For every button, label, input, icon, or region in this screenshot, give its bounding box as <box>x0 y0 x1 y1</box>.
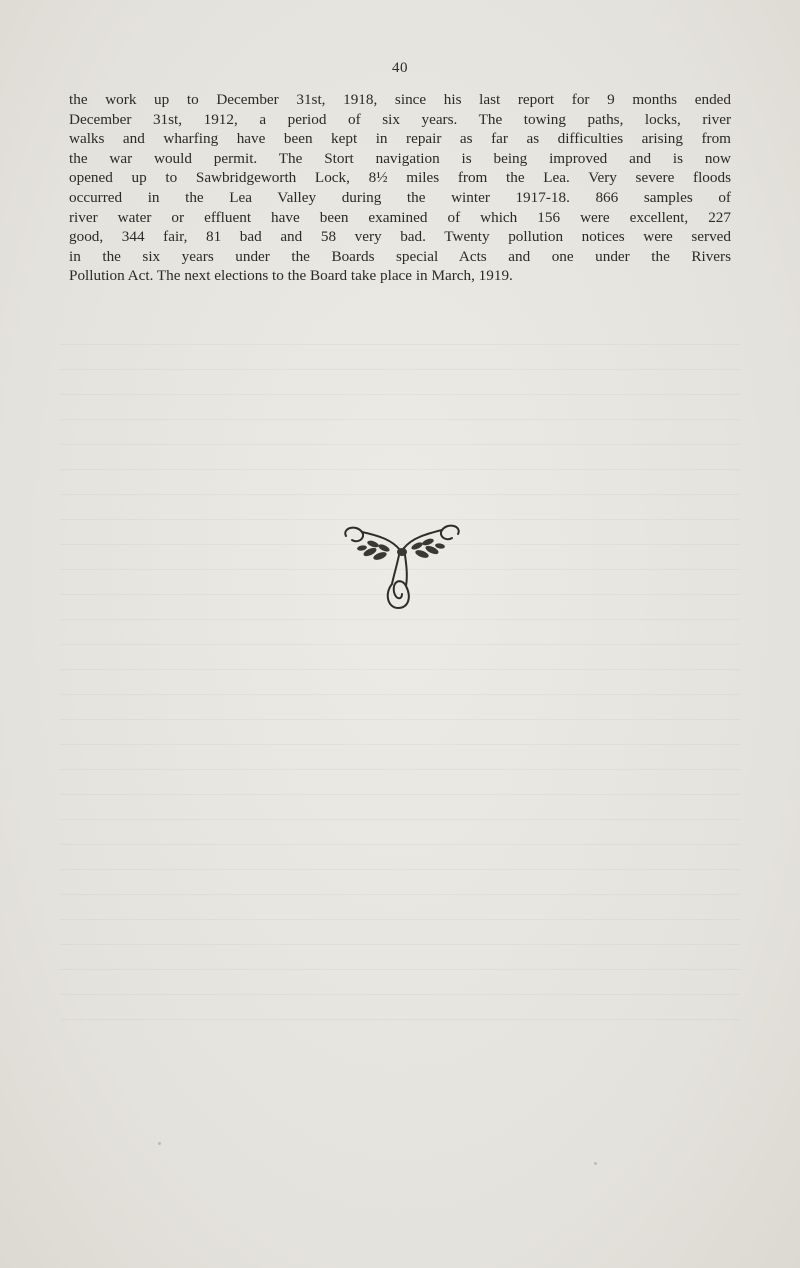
paragraph-line: occurred in the Lea Valley during the winter 1917-18. 866 samples of <box>69 188 731 206</box>
paragraph-line: opened up to Sawbridgeworth Lock, 8½ miles from the Lea. Very severe floods <box>69 169 731 187</box>
body-paragraph <box>69 90 731 286</box>
paper-speck <box>158 1142 161 1145</box>
paragraph-line: good, 344 fair, 81 bad and 58 very bad. Twenty pollution notices were served <box>69 228 731 246</box>
paragraph-line: December 31st, 1912, a period of six years. The towing paths, locks, river <box>69 110 731 128</box>
paragraph-line: the work up to December 31st, 1918, since his last report for 9 months ended <box>69 91 731 108</box>
paragraph-line: the war would permit. The Stort navigation is being improved and is now <box>69 149 731 167</box>
paragraph-line: river water or effluent have been examined of which 156 were excellent, 227 <box>69 208 731 226</box>
show-through-text <box>60 330 740 1030</box>
paper-speck <box>594 1162 597 1165</box>
floral-tailpiece-icon <box>340 522 464 612</box>
paragraph-line: in the six years under the Boards special Acts and one under the Rivers <box>69 247 731 265</box>
page-number: 40 <box>392 60 408 76</box>
paragraph-line: walks and wharfing have been kept in repair as far as difficulties arising from <box>69 130 731 148</box>
paragraph-line: Pollution Act. The next elections to the Board take place in March, 1919. <box>69 267 513 285</box>
